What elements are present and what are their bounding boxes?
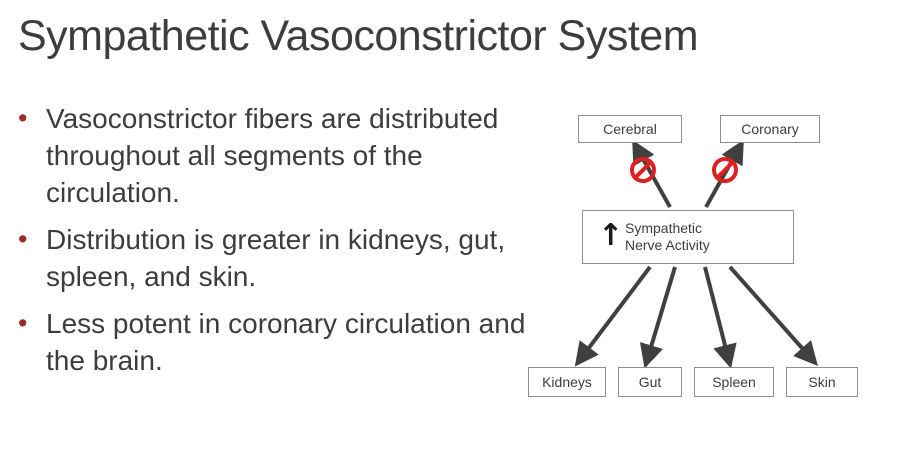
bullet-marker: • xyxy=(18,103,28,133)
sympathetic-activity-diagram xyxy=(520,95,910,425)
bullet-marker: • xyxy=(18,224,28,254)
bullet-list xyxy=(14,100,534,389)
list-item xyxy=(14,100,534,211)
bullet-text: Distribution is greater in kidneys, gut, spleen, and skin. xyxy=(46,224,506,292)
arrow-to-spleen xyxy=(705,267,728,357)
node-spleen: Spleen xyxy=(694,367,774,397)
node-gut: Gut xyxy=(618,367,682,397)
node-skin: Skin xyxy=(786,367,858,397)
node-kidneys: Kidneys xyxy=(528,367,606,397)
bullet-text: Less potent in coronary circulation and the brain. xyxy=(46,308,526,376)
central-node-line-2: Nerve Activity xyxy=(625,237,710,253)
list-item xyxy=(14,221,534,295)
list-item xyxy=(14,305,534,379)
node-cerebral: Cerebral xyxy=(578,115,682,143)
node-coronary: Coronary xyxy=(720,115,820,143)
arrow-to-skin xyxy=(730,267,810,357)
arrow-to-kidneys xyxy=(582,267,650,357)
page-title: Sympathetic Vasoconstrictor System xyxy=(18,12,699,60)
no-entry-icon xyxy=(712,157,738,183)
up-arrow-icon: ↑ xyxy=(598,218,624,253)
bullet-marker: • xyxy=(18,308,28,338)
central-node-line-1: Sympathetic xyxy=(625,220,703,236)
arrow-to-gut xyxy=(648,267,675,357)
no-entry-icon xyxy=(630,157,656,183)
bullet-text: Vasoconstrictor fibers are distributed throughout all segments of the circulation. xyxy=(46,103,499,208)
